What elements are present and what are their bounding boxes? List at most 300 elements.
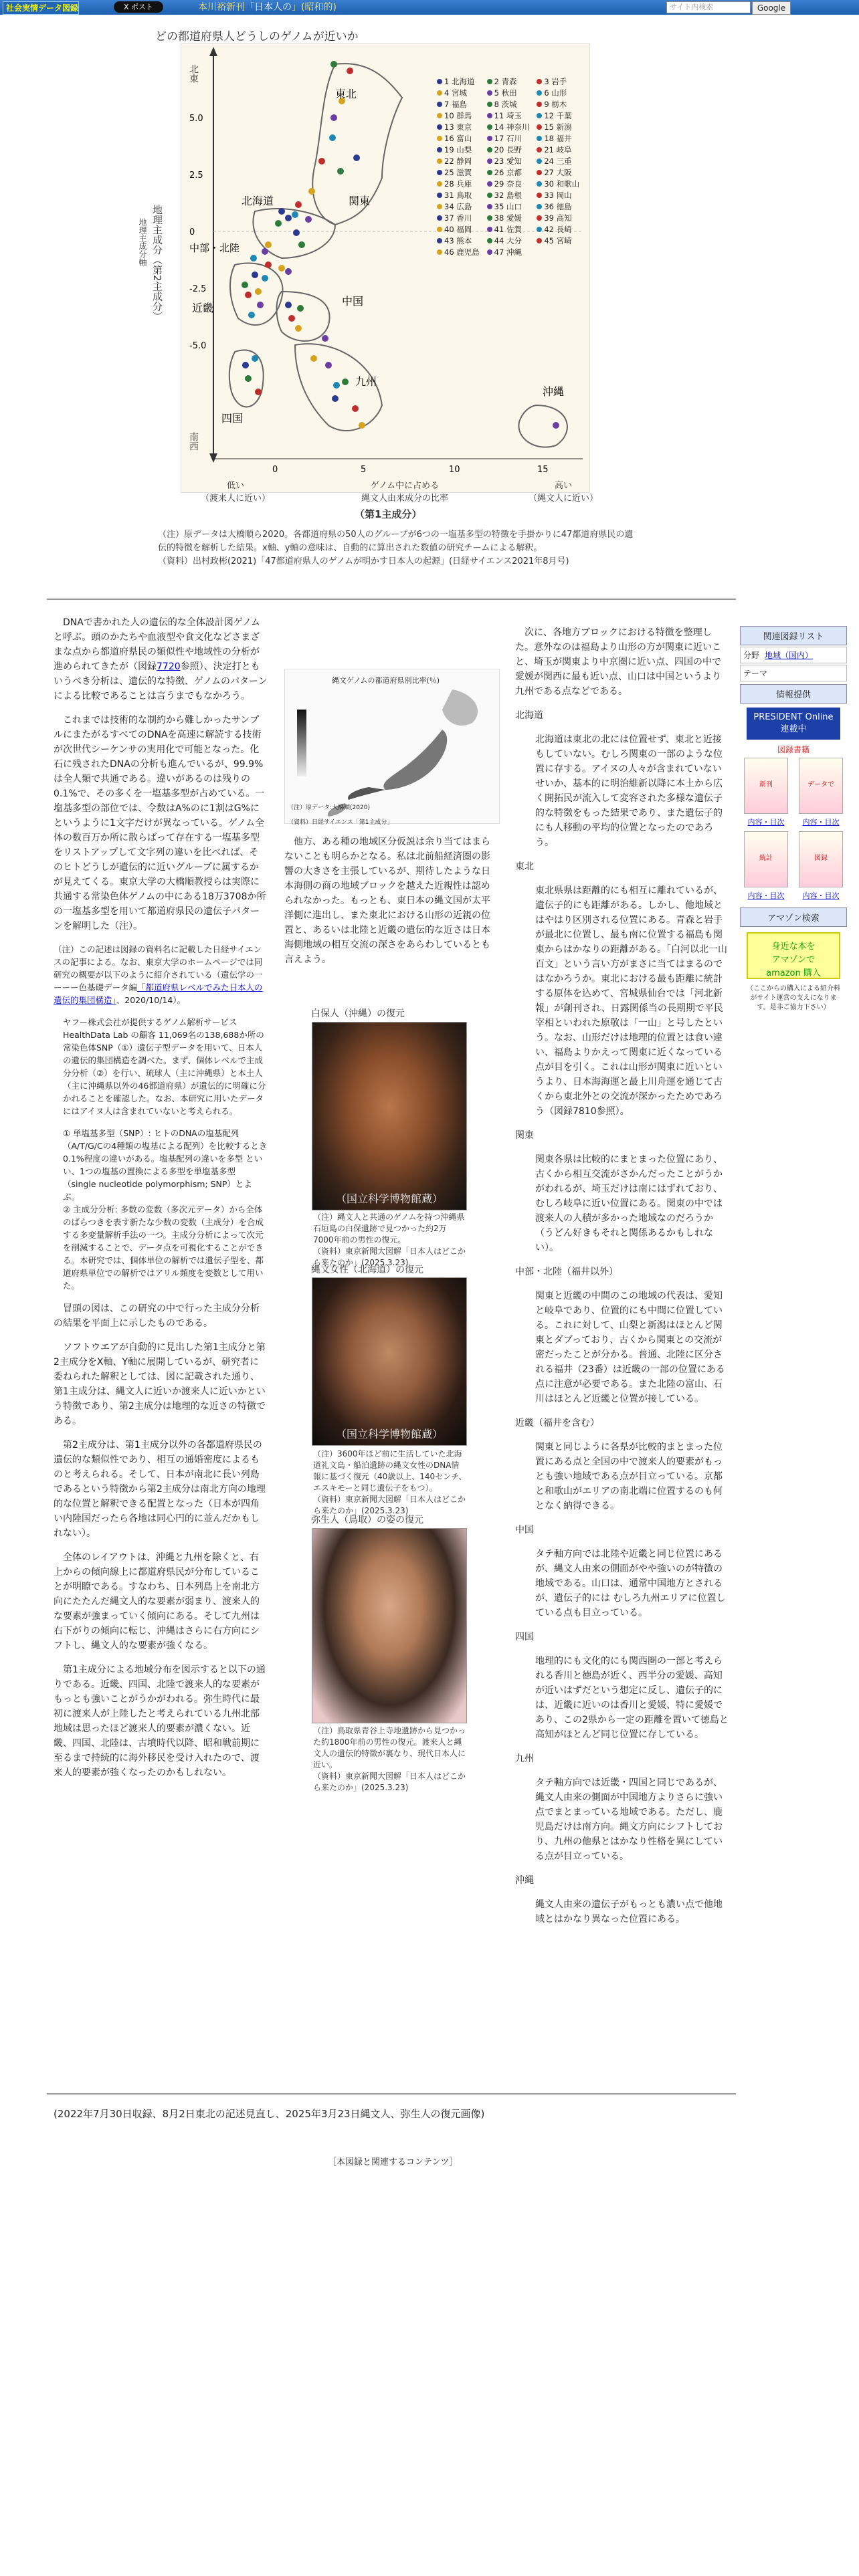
legend-dot-icon	[487, 79, 492, 84]
legend-dot-icon	[437, 147, 442, 152]
section-body-5: タテ軸方向では北陸や近畿と同じ位置にあるが、縄文人由来の側面がやや強いのが特徴の地域である。山口は、通常中国地方とされるが、遺伝子的には むしろ九州エリアに位置している点も目立っている。	[535, 1549, 726, 1618]
book-4-cover: 図録	[799, 831, 843, 887]
y-ticks	[189, 114, 206, 351]
x-axis-center-label: ゲノム中に占める 縄文人由来成分の比率	[361, 481, 449, 504]
legend-label: 12 千葉	[544, 111, 572, 120]
region-label-tohoku: 東北	[335, 88, 357, 100]
legend-entry	[537, 156, 584, 167]
col1-note-3: ① 単塩基多型（SNP）: ヒトのDNAの塩基配列（A/T/G/Cの4種類の塩基による配列）を比較するとき0.1%程度の違いがある。塩基配列の違いを多型 といい、1つの塩基の置換による多型を単塩基多型（single nucleotide polymorphism; SNP）とよぶ。 ② 主成分分析: 多数の変数（多次元データ）から全体のばらつきを表す新たな少数の変数（主成分）を合成する多変量解析手法の一つ。主成分分析によって次元を削減することで、データ点を可視化することができる。本研究では、個体単位の解析では遺伝子型を、都道府県単位での解析ではアリル頻度を変数として用いた。	[63, 1128, 268, 1291]
legend-label: 34 広島	[444, 202, 472, 211]
legend-entry	[437, 110, 484, 121]
legend-label: 19 山梨	[444, 145, 472, 154]
region-label-chugoku: 中国	[342, 295, 364, 308]
x-post-button[interactable]: X ポスト	[114, 1, 163, 13]
col1-paragraph-4: ソフトウエアが自動的に見出した第1主成分と第2主成分をX軸、Y軸に展開しているが、研究者に委ねられた解釈としては、図に記載された通り、第1主成分は、縄文人に近いか渡来人に近いかという特徴であり、第2主成分は地理的な近さの特徴である。	[54, 1342, 266, 1426]
prefecture-point-25	[252, 272, 258, 278]
prefecture-point-9	[318, 158, 325, 165]
region-label-shikoku: 四国	[221, 412, 244, 425]
legend-label: 44 大分	[494, 236, 522, 245]
legend-dot-icon	[487, 227, 492, 232]
col1-paragraph-7: 第1主成分による地域分布を図示すると以下の通りである。近畿、四国、北陸で渡来人的な要素がもっとも強いことがうかがわれる。弥生時代に最初に渡来人が上陸したと考えられている九州北部地域は思ったほど渡来人的要素が濃くない。近畿、四国、北陸は、古墳時代以降、昭和戦前期に至るまで持続的に海外移民を受け入れたので、渡来人的要素が強くなったのかもしれない。	[54, 1665, 266, 1778]
legend-dot-icon	[537, 215, 542, 221]
legend-entry	[487, 76, 535, 87]
legend-dot-icon	[537, 136, 542, 141]
prefecture-point-2	[330, 61, 337, 68]
legend-dot-icon	[487, 249, 492, 255]
legend-label: 2 青森	[494, 77, 517, 86]
photo2-label: 縄文女性（北海道）の復元	[311, 1265, 423, 1275]
photo1-museum: （国立科学博物館蔵）	[335, 1192, 443, 1205]
section-heading-6: 四国	[515, 1632, 534, 1642]
legend-dot-icon	[537, 238, 542, 243]
region-label-kinki: 近畿	[192, 302, 214, 314]
legend-dot-icon	[487, 124, 492, 130]
legend-entry	[537, 99, 584, 110]
section-heading-2: 関東	[515, 1130, 534, 1141]
legend-entry	[487, 156, 535, 167]
legend-label: 11 埼玉	[494, 111, 522, 120]
prefecture-point-11	[305, 216, 312, 223]
prefecture-point-13	[285, 215, 292, 221]
photo3-label: 弥生人（鳥取）の姿の復元	[311, 1515, 423, 1525]
prefecture-point-40	[310, 355, 317, 362]
legend-dot-icon	[437, 158, 442, 164]
legend-dot-icon	[437, 113, 442, 118]
sidebar-row-theme	[740, 665, 847, 681]
legend-dot-icon	[537, 181, 542, 187]
legend-dot-icon	[537, 158, 542, 164]
top-bar	[0, 0, 859, 15]
legend-entry	[487, 190, 535, 201]
prefecture-point-27	[245, 292, 252, 298]
col3-intro: 次に、各地方ブロックにおける特徴を整理した。意外なのは福島より山形の方が関東に近いこと、埼玉が関東より中京圏に近い点、四国の中で愛媛が関西に最も近い点、山口は中国というより九州である点などである。	[515, 627, 721, 697]
legend	[437, 76, 584, 257]
x-tick-label: 0	[272, 465, 278, 475]
legend-label: 1 北海道	[444, 77, 475, 86]
legend-dot-icon	[537, 193, 542, 198]
book-3[interactable]	[744, 831, 788, 905]
legend-dot-icon	[487, 215, 492, 221]
x-tick-label: 10	[449, 465, 460, 475]
legend-entry	[537, 179, 584, 189]
legend-dot-icon	[537, 227, 542, 232]
y-tick-label: 0	[189, 227, 195, 237]
jomon-map	[284, 669, 500, 824]
legend-label: 31 鳥取	[444, 191, 472, 200]
legend-label: 9 栃木	[544, 100, 567, 109]
legend-label: 22 静岡	[444, 156, 472, 166]
legend-label: 25 滋賀	[444, 168, 472, 177]
legend-label: 35 山口	[494, 202, 522, 211]
prefecture-point-1	[278, 208, 285, 215]
divider-bottom	[47, 2093, 736, 2095]
legend-dot-icon	[537, 79, 542, 84]
book-promo-link[interactable]	[198, 2, 337, 13]
col1-paragraph-3: 冒頭の図は、この研究の中で行った主成分分析の結果を平面上に示したものである。	[54, 1303, 260, 1329]
col1-note-2: ヤフー株式会社が提供するゲノム解析サービス HealthData Lab の顧客 11,069名の138,688か所の常染色体SNP（①）遺伝子型データを用いて、日本人の遺伝的集団構造を調べた。まず、個体レベルで主成分分析（②）を行い、琉球人（主に沖縄県）と本土人（主に沖縄県以外の46都道府県）が遺伝的に明確に分かれることを確認した。なお、本研究に用いたデータにはアイヌ人は含まれていないと考えられる。	[63, 1017, 266, 1116]
y-axis-top-label: 北東	[188, 64, 199, 83]
legend-entry	[537, 122, 584, 132]
prefecture-point-37	[242, 362, 249, 368]
chugoku-outline	[277, 292, 330, 341]
photo1-label: 白保人（沖縄）の復元	[311, 1008, 405, 1019]
legend-entry	[487, 201, 535, 212]
legend-entry	[537, 213, 584, 223]
y-tick-label: 5.0	[189, 114, 203, 124]
sidebar	[740, 626, 847, 1012]
okinawa-outline	[518, 405, 567, 447]
section-heading-3: 中部・北陸（福井以外）	[515, 1267, 618, 1277]
legend-entry	[537, 88, 584, 98]
note1-rest: 、2020/10/14）。	[116, 995, 186, 1005]
legend-entry	[537, 235, 584, 246]
legend-dot-icon	[487, 90, 492, 96]
legend-label: 45 宮崎	[544, 236, 572, 245]
legend-entry	[537, 144, 584, 155]
photo3-caption: （注）鳥取県青谷上寺地遺跡から見つかった約1800年前の男性の復元。渡来人と縄文人の遺伝的特徴が裏なり、現代日本人に近い。 （資料）東京新聞大図解「日本人はどこから来たのか」(2025.3.23)	[313, 1726, 466, 1792]
section-body-2: 関東各県は比較的にまとまった位置にあり、古くから相互交流がさかんだったことがうかがわれるが、埼玉だけは南にはずれており、むしろ岐阜に近い位置にある。関東の中では渡来人の人積が多かった地域なのだろうか（うどん好きもそれと関係あるかもしれない）。	[535, 1154, 723, 1253]
legend-label: 15 新潟	[544, 122, 572, 132]
region-sections	[515, 708, 729, 1927]
japan-map-shape	[285, 683, 499, 817]
note1-text: （注）この記述は図録の資料名に記載した日経サイエンスの記事による。なお、東京大学のホームページでは同研究の概要が以下のように紹介されている（遺伝学の一ーーー色基礎データ編	[54, 944, 263, 992]
figure-caption: （注）原データは大橋順ら2020。各都道府県の50人のグループが6つの一塩基多型の特徴を手掛かりに47都道府県民の遺伝的特徴を解析した結果。x軸、y軸の意味は、自動的に算出された数値の研究チームによる解釈。 （資料）出村政彬(2021)「47都道府県人のゲノムが明かす日本人の起源」(日経サイエンス2021年8月号)	[158, 530, 634, 566]
region-label-kanto: 関東	[349, 195, 371, 207]
row-theme-label: テーマ	[743, 669, 768, 678]
legend-entry	[437, 167, 484, 178]
amazon-search-banner[interactable]: 身近な本を アマゾンで amazon 購入	[747, 932, 840, 979]
legend-label: 27 大阪	[544, 168, 572, 177]
legend-entry	[437, 247, 484, 257]
prefecture-point-22	[278, 265, 285, 272]
y-tick-label: -2.5	[189, 284, 207, 294]
legend-label: 8 茨城	[494, 100, 517, 109]
legend-dot-icon	[437, 181, 442, 187]
prefecture-point-47	[553, 422, 559, 429]
col1-p1-text: DNAで書かれた人の遺伝的な全体設計図ゲノムと呼ぶ。頭のかたちや血液型や食文化などさまざまな点から都道府県民の類似性や地域性の分析が進められてきたが（図録	[54, 617, 260, 672]
legend-label: 36 徳島	[544, 202, 572, 211]
legend-dot-icon	[487, 238, 492, 243]
section-body-7: タテ軸方向では近畿・四国と同じであるが、縄文人由来の側面が中国地方よりさらに強い点でまとまっている地域である。ただし、鹿児島だけは南方向。縄文方向にシフトしており、九州の他県とはかなり性格を異にしている点が目立っている。	[535, 1778, 723, 1862]
book-new-label: 図録書籍	[777, 745, 809, 754]
legend-dot-icon	[487, 113, 492, 118]
prefecture-point-12	[292, 211, 298, 218]
legend-label: 21 岐阜	[544, 145, 572, 154]
x-axis-right-label: 高い （縄文人に近い）	[529, 481, 599, 504]
prefecture-point-14	[275, 220, 282, 227]
col1-p1-rest: 参照）、決定打ともいうべき分析は、遺伝的な特徴、ゲノムのパターンによる比較であることは言うまでもなかろう。	[54, 661, 268, 702]
figure-title: どの都道府県人どうしのゲノムが近いか	[155, 30, 359, 43]
legend-dot-icon	[437, 79, 442, 84]
legend-entry	[437, 122, 484, 132]
amazon-note: （ここからの購入による紹介料がサイト運営の支えになります。是非ご協力下さい）	[747, 985, 840, 1011]
legend-dot-icon	[537, 204, 542, 209]
legend-entry	[437, 99, 484, 110]
legend-dot-icon	[487, 136, 492, 141]
y-tick-label: -5.0	[189, 341, 207, 351]
legend-entry	[437, 88, 484, 98]
prefecture-point-32	[297, 305, 304, 312]
legend-label: 28 兵庫	[444, 179, 472, 189]
promo-suffix: 」(昭和的)	[292, 2, 337, 13]
legend-label: 14 神奈川	[494, 122, 530, 132]
region-label-chubu: 中部・北陸	[189, 242, 240, 254]
section-heading-8: 沖縄	[515, 1875, 534, 1886]
book-1-cover: 新刊	[744, 758, 788, 814]
region-label-hokkaido: 北海道	[242, 195, 274, 207]
related-contents-heading[interactable]: ［本図録と関連するコンテンツ］	[328, 2157, 458, 2167]
x-tick-label: 5	[361, 465, 367, 475]
prefecture-point-33	[288, 315, 295, 322]
legend-dot-icon	[537, 124, 542, 130]
col2-paragraph-1: 他方、ある種の地域区分仮説は余り当てはまらないことも明らかとなる。私は北前船経済圏の影響の大きさを主張しているが、期待したような日本海側の商の地域ブロックを越えた近親性は認められなかった。もっとも、東日本の縄文国が太平洋側に進出し、また東北における山形の近親の位置と、あるいは北陸と近畿の遺伝的な近さは日本海側地域の相互交流の深さをあらわしているとも言えよう。	[284, 837, 490, 965]
prefecture-point-19	[293, 229, 300, 236]
pca-figure	[138, 43, 590, 493]
prefecture-point-15	[295, 201, 302, 208]
legend-entry	[537, 190, 584, 201]
legend-entry	[487, 99, 535, 110]
map-title: 縄文ゲノムの都道府県別比率(％)	[332, 676, 440, 685]
prefecture-point-17	[262, 248, 268, 255]
legend-dot-icon	[437, 249, 442, 255]
legend-entry	[487, 235, 535, 246]
section-heading-1: 東北	[515, 861, 534, 872]
prefecture-point-23	[285, 268, 292, 275]
book-2[interactable]	[799, 758, 843, 831]
google-search-button[interactable]: Google	[752, 1, 791, 15]
x-axis-left-label: 低い （渡来人に近い）	[201, 481, 271, 504]
legend-entry	[437, 144, 484, 155]
legend-entry	[437, 190, 484, 201]
y-axis-label: 地理主成分（第2主成分）	[151, 205, 163, 322]
region-label-kyushu: 九州	[355, 375, 377, 388]
section-body-4: 関東と同じように各県が比較的まとまった位置にある点と全国の中で渡来人的要素がもっとも強い地域である点が目立っている。京都と和歌山がエリアの南北端に位置するのも何となく納得できる。	[535, 1442, 723, 1511]
map-note: （注）原データ:大橋順(2020) （資料）日経サイエンス「第1主成分」	[288, 804, 393, 826]
legend-entry	[437, 224, 484, 235]
divider-top	[47, 599, 736, 600]
legend-dot-icon	[437, 170, 442, 175]
photo-shiraho-man	[312, 1022, 467, 1210]
prefecture-point-34	[295, 325, 302, 332]
legend-label: 26 京都	[494, 168, 522, 177]
legend-label: 38 愛媛	[494, 213, 522, 223]
promo-prefix: 本川裕新刊「	[198, 2, 254, 13]
book-4-link[interactable]: 内容・目次	[802, 891, 840, 900]
legend-dot-icon	[437, 204, 442, 209]
legend-entry	[487, 247, 535, 257]
legend-entry	[487, 133, 535, 144]
photo2-caption: （注）3600年ほど前に生活していた北海道礼文島・船泊遺跡の縄文女性のDNA情報に基づく復元（40歳以上、140センチ、エスキモーと同じ遺伝子をもつ）。 （資料）東京新聞大図解「日本人はどこから来たのか」(2025.3.23)	[313, 1449, 467, 1515]
legend-dot-icon	[487, 147, 492, 152]
book-4[interactable]	[799, 831, 843, 905]
legend-dot-icon	[487, 181, 492, 187]
legend-dot-icon	[537, 102, 542, 107]
revision-note: (2022年7月30日収録、8月2日東北の記述見直し、2025年3月23日縄文人、弥生人の復元画像)	[54, 2108, 485, 2120]
pres-line2: 連載中	[780, 724, 807, 734]
legend-label: 20 長野	[494, 145, 522, 154]
legend-label: 39 高知	[544, 213, 572, 223]
prefecture-point-43	[332, 395, 339, 402]
prefecture-point-6	[329, 134, 336, 141]
y-axis-note: 地理主成分軸	[138, 218, 147, 266]
legend-label: 30 和歌山	[544, 179, 580, 189]
prefecture-point-44	[342, 379, 349, 385]
legend-label: 17 石川	[494, 134, 522, 143]
legend-dot-icon	[437, 102, 442, 107]
legend-label: 37 香川	[444, 213, 472, 223]
book-1[interactable]	[744, 758, 788, 831]
legend-dot-icon	[437, 124, 442, 130]
legend-dot-icon	[437, 90, 442, 96]
legend-entry	[437, 201, 484, 212]
prefecture-point-16	[265, 241, 272, 248]
promo-title: 日本人の	[254, 2, 292, 13]
president-online-banner[interactable]	[747, 708, 840, 740]
prefecture-point-21	[265, 261, 272, 268]
legend-dot-icon	[487, 193, 492, 198]
section-heading-5: 中国	[515, 1525, 534, 1535]
legend-label: 33 岡山	[544, 191, 572, 200]
section-body-1: 東北県県は距離的にも相互に離れているが、遺伝子的にも距離がある。しかし、他地域とはやはり区別される位置にある。青森と岩手が最北に位置し、最も南に位置する福島も関東からはかなりの距離がある。「白河以北一山百文」という言い方がまさに当てはまるのではなかろうか。東北における最も距離に統計する原体を込めて、宮城県仙台では「河北新報」が創刊され、日露関係当の長期期で平民宰相といわれた原敬は「一山」と号したという。なお、山形だけは地理的位置とは食い違い、福島よりかえって関東に近くなっている点が目を引く。これは山形が関東に近いというより、日本海海運と最上川舟運を通じて古くから東北外との交流が深かったためであろう（図録7810参照）。	[535, 885, 727, 1117]
photo1-caption: （注）縄文人と共通のゲノムを持つ沖縄県石垣島の白保遺跡で見つかった約2万7000年前の男性の復元。 （資料）東京新聞大図解「日本人はどこから来たのか」(2025.3.23)	[313, 1212, 466, 1267]
legend-entry	[487, 122, 535, 132]
prefecture-point-35	[322, 335, 328, 342]
section-heading-7: 九州	[515, 1753, 534, 1764]
legend-entry	[437, 156, 484, 167]
row-field-link[interactable]: 地域（国内）	[765, 651, 814, 660]
legend-entry	[437, 76, 484, 87]
amazon-heading: アマゾン検索	[740, 907, 847, 927]
prefecture-point-5	[330, 114, 337, 121]
section-body-6: 地理的にも文化的にも関西圏の一部と考えられる香川と徳島が近く、西半分の愛媛、高知が近いはずだという想定に反し、遺伝子的には、近畿に近いのは香川と愛媛、特に愛媛であり、この2県から一定の距離を置いて徳島と高知がほとんど同じ位置に存している。	[535, 1656, 729, 1740]
prefecture-point-41	[325, 362, 332, 368]
legend-dot-icon	[537, 90, 542, 96]
legend-entry	[487, 224, 535, 235]
legend-dot-icon	[437, 136, 442, 141]
legend-label: 43 熊本	[444, 236, 472, 245]
col1-paragraph-6: 全体のレイアウトは、沖縄と九州を除くと、右上からの傾向線上に都道府県民が分布していることが明瞭である。すなわち、日本列島上を南北方向にたたんだ縄文人的な要素が弱まり、渡来人的な要素が強まっていく傾向にある。そして九州は右下がりの傾向に転じ、沖縄はさらに右方向にシフトし、縄文人的な要素が強くなる。	[54, 1552, 260, 1651]
section-heading-0: 北海道	[515, 710, 543, 721]
prefecture-point-38	[245, 375, 252, 382]
legend-label: 13 東京	[444, 122, 472, 132]
y-axis-arrow-down	[209, 453, 217, 463]
book-3-link[interactable]: 内容・目次	[747, 891, 785, 900]
legend-label: 41 佐賀	[494, 225, 522, 234]
column-2	[284, 669, 498, 976]
link-7720[interactable]: 7720	[157, 661, 181, 672]
legend-dot-icon	[537, 147, 542, 152]
legend-label: 10 群馬	[444, 111, 472, 120]
legend-dot-icon	[437, 215, 442, 221]
prefecture-point-7	[353, 154, 360, 161]
book-3-cover: 統計	[744, 831, 788, 887]
legend-dot-icon	[487, 102, 492, 107]
legend-label: 32 島根	[494, 191, 522, 200]
legend-label: 24 三重	[544, 156, 572, 166]
legend-dot-icon	[437, 227, 442, 232]
section-body-3: 関東と近畿の中間のこの地域の代表は、愛知と岐阜であり、位置的にも中間に位置している。これに対して、山梨と新潟はほとんど関東とダブっており、古くから関東との交流が密だったことが分かる。普通、北陸に区分される福井（23番）は近畿の一部の位置にある点に注意が必要である。また北陸の富山、石川はほとんど近畿と位置が接している。	[535, 1291, 725, 1404]
legend-label: 7 福島	[444, 100, 467, 109]
prefecture-point-30	[248, 312, 255, 318]
link-tokyo-univ[interactable]: 「都道府県レベルでみた日本人の遺伝的集団構造」	[54, 982, 263, 1005]
sidebar-row-field	[740, 647, 847, 663]
section-heading-4: 近畿（福井を含む）	[515, 1418, 599, 1428]
prefecture-point-10	[308, 188, 315, 195]
book-2-link[interactable]: 内容・目次	[802, 818, 840, 827]
legend-entry	[487, 167, 535, 178]
book-2-cover: データで	[799, 758, 843, 814]
legend-dot-icon	[537, 170, 542, 175]
legend-entry	[537, 167, 584, 178]
region-label-okinawa: 沖縄	[543, 385, 565, 398]
prefecture-point-26	[242, 282, 248, 288]
legend-entry	[487, 88, 535, 98]
prefecture-point-20	[298, 241, 305, 248]
column-1	[54, 615, 268, 1790]
legend-label: 6 山形	[544, 88, 567, 98]
col1-paragraph-1	[54, 615, 268, 704]
legend-label: 18 福井	[544, 134, 572, 143]
column-3	[515, 625, 729, 1936]
row-theme-link[interactable]	[770, 665, 775, 681]
prefecture-point-24	[262, 275, 268, 282]
legend-label: 23 愛知	[494, 156, 522, 166]
prefecture-point-8	[337, 168, 344, 175]
legend-entry	[537, 133, 584, 144]
legend-dot-icon	[487, 158, 492, 164]
prefecture-point-29	[257, 302, 264, 308]
search-input[interactable]: サイト内検索	[666, 1, 751, 13]
section-body-8: 縄文人由来の遺伝子がもっとも濃い点で他地域とはかなり異なった位置にある。	[535, 1899, 723, 1925]
legend-label: 16 富山	[444, 134, 472, 143]
legend-entry	[487, 213, 535, 223]
legend-dot-icon	[537, 113, 542, 118]
row-field-label: 分野	[743, 651, 760, 660]
prefecture-point-28	[255, 288, 262, 295]
prefecture-point-45	[352, 405, 359, 412]
prefecture-point-42	[333, 382, 340, 389]
photo-jomon-woman	[312, 1277, 467, 1446]
legend-label: 47 沖縄	[494, 247, 522, 257]
prefecture-point-31	[285, 302, 292, 308]
legend-dot-icon	[487, 204, 492, 209]
y-tick-label: 2.5	[189, 171, 203, 181]
legend-entry	[487, 144, 535, 155]
legend-entry	[537, 110, 584, 121]
col1-paragraph-5: 第2主成分は、第1主成分以外の各都道府県民の遺伝的な類似性であり、相互の通婚密度によるものと考えられる。そして、日本が南北に長い列島であるという特徴から第2主成分は南北方向の地理的な位置と解釈できる配置となった（日本が四角い内陸国だったら各地は同心円的に並んだかもしれない）。	[54, 1440, 266, 1539]
legend-label: 4 宮城	[444, 88, 467, 98]
book-list	[740, 755, 847, 907]
photo-yayoi-man	[312, 1528, 467, 1723]
legend-entry	[487, 179, 535, 189]
photo2-museum: （国立科学博物館蔵）	[335, 1428, 443, 1440]
site-logo[interactable]: 社会実情データ図録	[3, 1, 79, 15]
legend-entry	[437, 179, 484, 189]
prefecture-point-3	[347, 68, 353, 74]
x-tick-label: 15	[537, 465, 549, 475]
legend-label: 46 鹿児島	[444, 247, 480, 257]
legend-label: 5 秋田	[494, 88, 517, 98]
legend-entry	[437, 133, 484, 144]
legend-entry	[437, 213, 484, 223]
prefecture-point-18	[250, 255, 257, 261]
book-1-link[interactable]: 内容・目次	[747, 818, 785, 827]
legend-entry	[487, 110, 535, 121]
prefecture-point-39	[255, 389, 262, 395]
y-axis-bottom-label: 南西	[188, 432, 199, 451]
info-heading: 情報提供	[740, 684, 847, 704]
y-axis-arrow-up	[209, 47, 217, 56]
